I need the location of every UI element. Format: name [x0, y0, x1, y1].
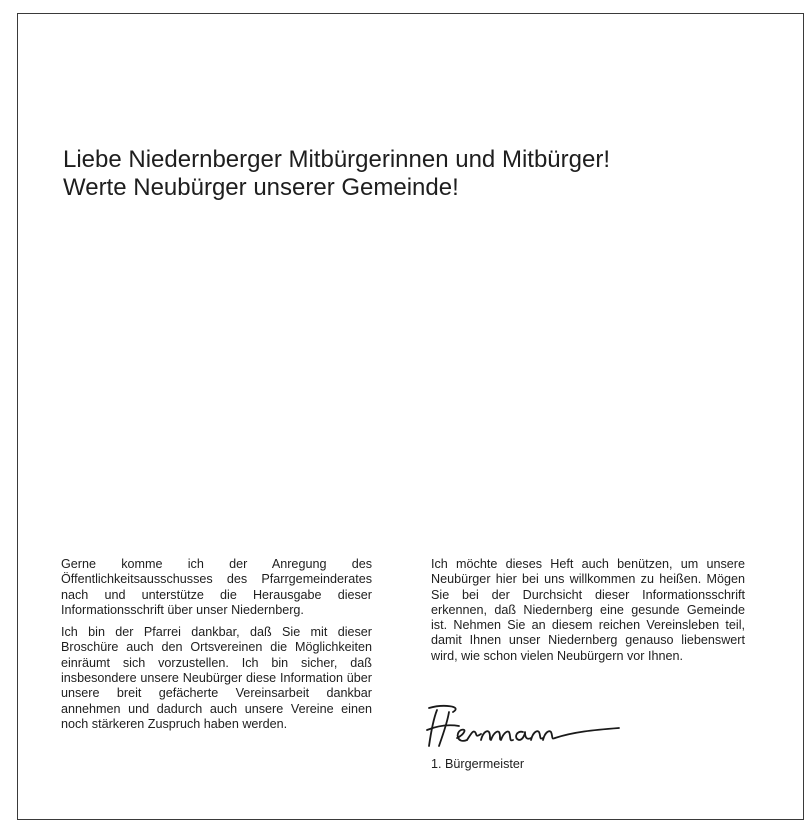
- right-paragraph-1: Ich möchte dieses Heft auch benützen, um unsere Neubürger hier bei uns willkommen zu heißen. Mögen Sie bei der Durchsicht dieser Informationsschrift erkennen, daß Niedernberg eine gesunde Gemeinde ist. Nehmen Sie an diesem reichen Vereinsleben teil, damit Ihnen unser Niedernberg genauso liebenswert wird, wie schon vielen Neubürgern vor Ihnen.: [431, 557, 745, 663]
- handwritten-signature: [423, 700, 623, 752]
- left-text-column: [61, 557, 372, 739]
- greeting-line-1: Liebe Niedernberger Mitbürgerinnen und Mitbürger!: [63, 146, 610, 173]
- greeting-line-2: Werte Neubürger unserer Gemeinde!: [63, 174, 459, 201]
- left-paragraph-1: Gerne komme ich der Anregung des Öffentlichkeitsausschusses des Pfarrgemeinderates nach und unterstütze die Herausgabe dieser Informationsschrift über unser Niedernberg.: [61, 557, 372, 617]
- right-text-column: [431, 557, 745, 671]
- signature-caption: 1. Bürgermeister: [431, 757, 525, 771]
- left-paragraph-2: Ich bin der Pfarrei dankbar, daß Sie mit dieser Broschüre auch den Ortsvereinen die Möglichkeiten einräumt sich vorzustellen. Ich bin sicher, daß insbesondere unsere Neubürger diese Information über unsere breit gefächerte Vereinsarbeit dankbar annehmen und dadurch auch unsere Vereine einen noch stärkeren Zuspruch haben werden.: [61, 625, 372, 731]
- greeting-headline: [63, 146, 610, 202]
